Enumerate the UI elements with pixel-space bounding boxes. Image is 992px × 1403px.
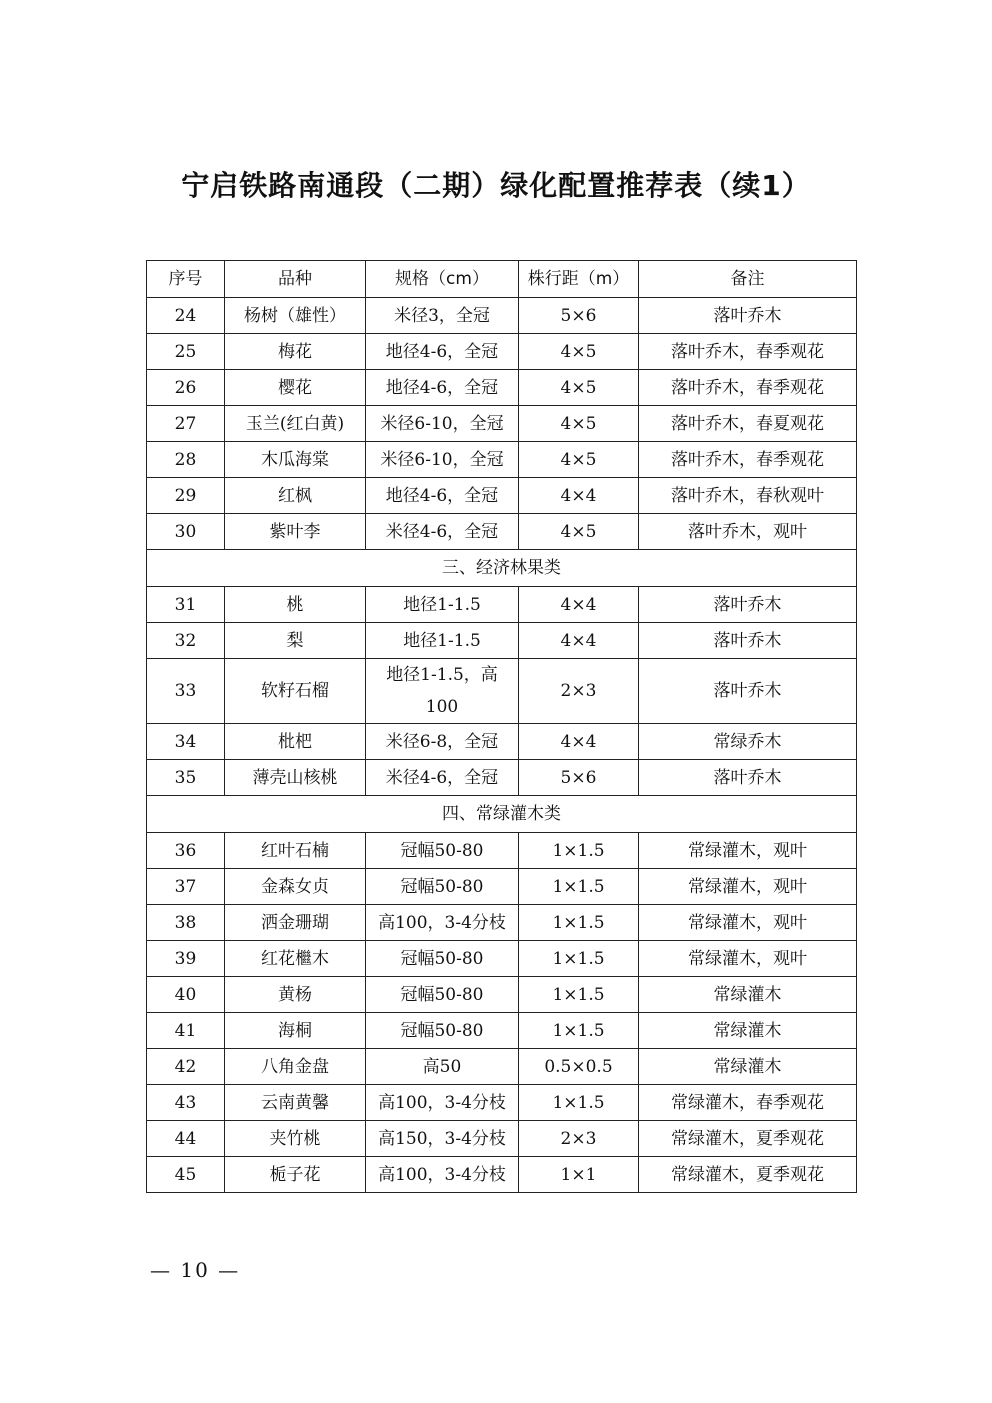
cell-variety: 梅花 bbox=[225, 334, 366, 370]
cell-index: 33 bbox=[147, 659, 225, 724]
cell-variety: 夹竹桃 bbox=[225, 1121, 366, 1157]
cell-remarks: 落叶乔木 bbox=[639, 659, 857, 724]
table-row bbox=[147, 1049, 857, 1085]
cell-remarks: 落叶乔木，春夏观花 bbox=[639, 406, 857, 442]
header-spec: 规格（cm） bbox=[366, 261, 519, 298]
cell-spec: 米径6-10，全冠 bbox=[366, 442, 519, 478]
cell-spec: 米径3，全冠 bbox=[366, 298, 519, 334]
table-row bbox=[147, 941, 857, 977]
cell-remarks: 落叶乔木，春季观花 bbox=[639, 334, 857, 370]
cell-variety: 八角金盘 bbox=[225, 1049, 366, 1085]
cell-index: 44 bbox=[147, 1121, 225, 1157]
cell-variety: 金森女贞 bbox=[225, 869, 366, 905]
cell-index: 45 bbox=[147, 1157, 225, 1193]
table-row bbox=[147, 659, 857, 724]
cell-variety: 洒金珊瑚 bbox=[225, 905, 366, 941]
cell-index: 35 bbox=[147, 760, 225, 796]
section-label: 四、常绿灌木类 bbox=[147, 796, 857, 833]
cell-spec: 冠幅50-80 bbox=[366, 941, 519, 977]
cell-index: 37 bbox=[147, 869, 225, 905]
table-row bbox=[147, 587, 857, 623]
cell-spec: 冠幅50-80 bbox=[366, 833, 519, 869]
cell-variety: 栀子花 bbox=[225, 1157, 366, 1193]
cell-spec: 高100，3-4分枝 bbox=[366, 1085, 519, 1121]
cell-spacing: 4×5 bbox=[519, 334, 639, 370]
table-row bbox=[147, 514, 857, 550]
cell-spec: 冠幅50-80 bbox=[366, 869, 519, 905]
cell-spec: 高50 bbox=[366, 1049, 519, 1085]
table-row bbox=[147, 1085, 857, 1121]
cell-index: 29 bbox=[147, 478, 225, 514]
cell-remarks: 常绿灌木，观叶 bbox=[639, 941, 857, 977]
cell-remarks: 常绿灌木 bbox=[639, 1049, 857, 1085]
cell-spec: 冠幅50-80 bbox=[366, 977, 519, 1013]
cell-index: 30 bbox=[147, 514, 225, 550]
cell-variety: 玉兰(红白黄) bbox=[225, 406, 366, 442]
cell-variety: 紫叶李 bbox=[225, 514, 366, 550]
cell-variety: 梨 bbox=[225, 623, 366, 659]
header-remarks: 备注 bbox=[639, 261, 857, 298]
table-body bbox=[147, 298, 857, 1193]
cell-remarks: 常绿乔木 bbox=[639, 724, 857, 760]
cell-remarks: 落叶乔木 bbox=[639, 623, 857, 659]
cell-spacing: 1×1.5 bbox=[519, 833, 639, 869]
cell-spec: 地径1-1.5 bbox=[366, 623, 519, 659]
cell-index: 24 bbox=[147, 298, 225, 334]
cell-spacing: 5×6 bbox=[519, 298, 639, 334]
table-row bbox=[147, 1157, 857, 1193]
cell-index: 32 bbox=[147, 623, 225, 659]
cell-remarks: 落叶乔木 bbox=[639, 587, 857, 623]
cell-spacing: 2×3 bbox=[519, 659, 639, 724]
table-row bbox=[147, 833, 857, 869]
cell-index: 39 bbox=[147, 941, 225, 977]
cell-remarks: 落叶乔木，春秋观叶 bbox=[639, 478, 857, 514]
table-row bbox=[147, 406, 857, 442]
cell-spec: 高150，3-4分枝 bbox=[366, 1121, 519, 1157]
cell-remarks: 常绿灌木 bbox=[639, 1013, 857, 1049]
cell-variety: 软籽石榴 bbox=[225, 659, 366, 724]
page-title: 宁启铁路南通段（二期）绿化配置推荐表（续1） bbox=[181, 169, 811, 202]
table-row bbox=[147, 334, 857, 370]
cell-remarks: 落叶乔木，观叶 bbox=[639, 514, 857, 550]
cell-index: 28 bbox=[147, 442, 225, 478]
table-row bbox=[147, 977, 857, 1013]
cell-variety: 黄杨 bbox=[225, 977, 366, 1013]
cell-remarks: 常绿灌木，夏季观花 bbox=[639, 1121, 857, 1157]
cell-remarks: 常绿灌木 bbox=[639, 977, 857, 1013]
cell-spec: 地径1-1.5 bbox=[366, 587, 519, 623]
cell-remarks: 落叶乔木 bbox=[639, 298, 857, 334]
table-row bbox=[147, 298, 857, 334]
cell-spacing: 0.5×0.5 bbox=[519, 1049, 639, 1085]
cell-spec: 高100，3-4分枝 bbox=[366, 1157, 519, 1193]
cell-variety: 红枫 bbox=[225, 478, 366, 514]
cell-index: 31 bbox=[147, 587, 225, 623]
cell-spacing: 4×5 bbox=[519, 514, 639, 550]
cell-variety: 樱花 bbox=[225, 370, 366, 406]
cell-spacing: 1×1.5 bbox=[519, 941, 639, 977]
header-index: 序号 bbox=[147, 261, 225, 298]
cell-spec: 地径1-1.5，高100 bbox=[366, 659, 519, 724]
cell-index: 26 bbox=[147, 370, 225, 406]
cell-spec: 地径4-6，全冠 bbox=[366, 370, 519, 406]
cell-variety: 桃 bbox=[225, 587, 366, 623]
cell-spacing: 1×1.5 bbox=[519, 905, 639, 941]
cell-remarks: 落叶乔木，春季观花 bbox=[639, 442, 857, 478]
cell-index: 38 bbox=[147, 905, 225, 941]
cell-spacing: 1×1.5 bbox=[519, 869, 639, 905]
cell-spec: 地径4-6，全冠 bbox=[366, 478, 519, 514]
cell-spec: 米径4-6，全冠 bbox=[366, 760, 519, 796]
cell-index: 42 bbox=[147, 1049, 225, 1085]
cell-spacing: 2×3 bbox=[519, 1121, 639, 1157]
section-label: 三、经济林果类 bbox=[147, 550, 857, 587]
cell-index: 27 bbox=[147, 406, 225, 442]
cell-variety: 枇杷 bbox=[225, 724, 366, 760]
cell-variety: 红花檵木 bbox=[225, 941, 366, 977]
cell-spacing: 4×5 bbox=[519, 442, 639, 478]
cell-spec: 地径4-6，全冠 bbox=[366, 334, 519, 370]
table-row bbox=[147, 442, 857, 478]
cell-remarks: 常绿灌木，观叶 bbox=[639, 833, 857, 869]
cell-remarks: 常绿灌木，春季观花 bbox=[639, 1085, 857, 1121]
cell-index: 43 bbox=[147, 1085, 225, 1121]
cell-remarks: 常绿灌木，夏季观花 bbox=[639, 1157, 857, 1193]
section-row bbox=[147, 550, 857, 587]
cell-spacing: 5×6 bbox=[519, 760, 639, 796]
cell-spacing: 4×4 bbox=[519, 724, 639, 760]
cell-spacing: 1×1.5 bbox=[519, 977, 639, 1013]
table-row bbox=[147, 760, 857, 796]
cell-index: 25 bbox=[147, 334, 225, 370]
cell-spacing: 4×4 bbox=[519, 623, 639, 659]
cell-variety: 杨树（雄性） bbox=[225, 298, 366, 334]
cell-remarks: 落叶乔木 bbox=[639, 760, 857, 796]
cell-index: 41 bbox=[147, 1013, 225, 1049]
table-row bbox=[147, 370, 857, 406]
cell-variety: 云南黄馨 bbox=[225, 1085, 366, 1121]
cell-spec: 高100，3-4分枝 bbox=[366, 905, 519, 941]
table-row bbox=[147, 478, 857, 514]
table-row bbox=[147, 905, 857, 941]
cell-spacing: 4×4 bbox=[519, 478, 639, 514]
table-header-row bbox=[147, 261, 857, 298]
cell-spacing: 1×1.5 bbox=[519, 1013, 639, 1049]
cell-index: 36 bbox=[147, 833, 225, 869]
cell-remarks: 常绿灌木，观叶 bbox=[639, 869, 857, 905]
cell-spec: 冠幅50-80 bbox=[366, 1013, 519, 1049]
cell-index: 40 bbox=[147, 977, 225, 1013]
cell-index: 34 bbox=[147, 724, 225, 760]
cell-spec: 米径6-8，全冠 bbox=[366, 724, 519, 760]
cell-spacing: 1×1.5 bbox=[519, 1085, 639, 1121]
cell-variety: 海桐 bbox=[225, 1013, 366, 1049]
section-row bbox=[147, 796, 857, 833]
cell-spacing: 4×5 bbox=[519, 406, 639, 442]
table-row bbox=[147, 724, 857, 760]
header-spacing: 株行距（m） bbox=[519, 261, 639, 298]
cell-remarks: 落叶乔木，春季观花 bbox=[639, 370, 857, 406]
cell-spec: 米径4-6，全冠 bbox=[366, 514, 519, 550]
header-variety: 品种 bbox=[225, 261, 366, 298]
greening-config-table bbox=[146, 260, 857, 1193]
table-row bbox=[147, 1013, 857, 1049]
cell-spacing: 1×1 bbox=[519, 1157, 639, 1193]
cell-spec: 米径6-10，全冠 bbox=[366, 406, 519, 442]
cell-variety: 薄壳山核桃 bbox=[225, 760, 366, 796]
cell-variety: 红叶石楠 bbox=[225, 833, 366, 869]
table-row bbox=[147, 623, 857, 659]
page-number: — 10 — bbox=[150, 1258, 241, 1282]
cell-spacing: 4×4 bbox=[519, 587, 639, 623]
cell-remarks: 常绿灌木，观叶 bbox=[639, 905, 857, 941]
table-row bbox=[147, 1121, 857, 1157]
cell-variety: 木瓜海棠 bbox=[225, 442, 366, 478]
table-row bbox=[147, 869, 857, 905]
cell-spacing: 4×5 bbox=[519, 370, 639, 406]
